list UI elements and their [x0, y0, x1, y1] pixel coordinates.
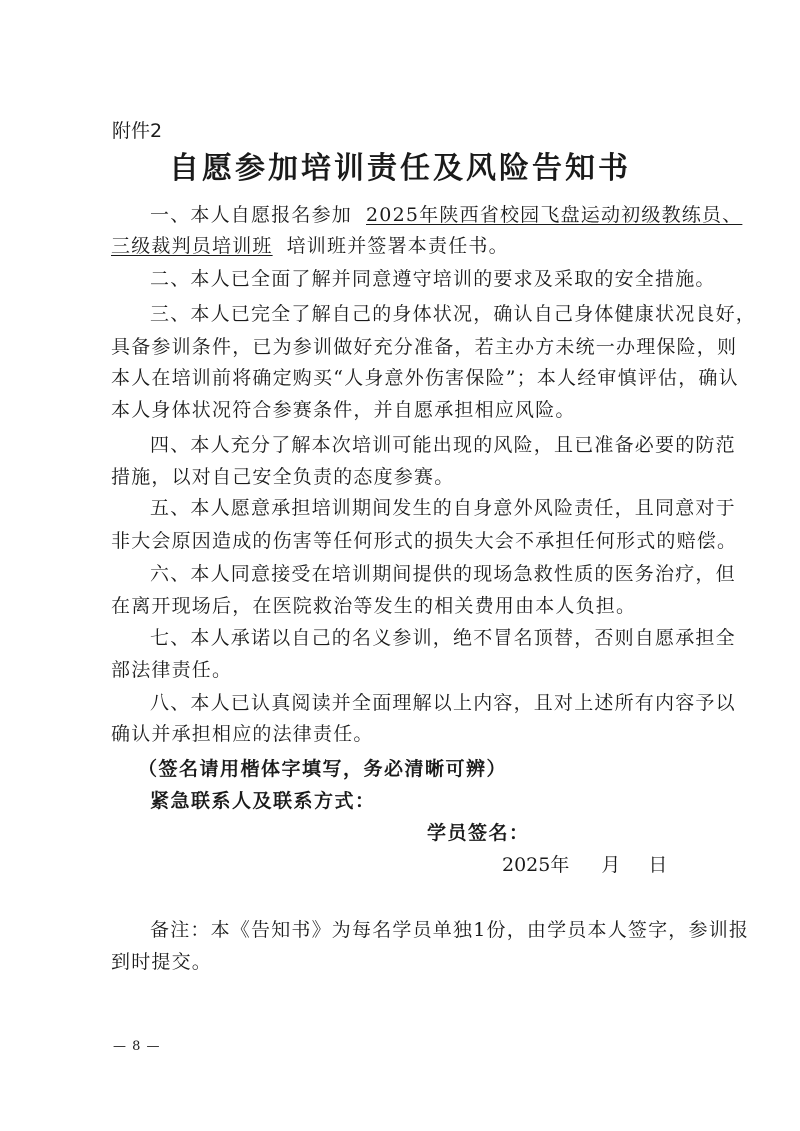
- note-line-1: 备注：本《告知书》为每名学员单独1份，由学员本人签字，参训报: [150, 919, 750, 941]
- clause-5-line-2: 非大会原因造成的伤害等任何形式的损失大会不承担任何形式的赔偿。: [111, 530, 738, 552]
- clause-3-line-3: 本人在培训前将确定购买“人身意外伤害保险”；本人经审慎评估，确认: [111, 367, 739, 389]
- clause-1-line-2: [111, 234, 509, 258]
- student-signature-label: 学员签名：: [427, 822, 530, 844]
- clause-3-line-4: 本人身体状况符合参赛条件，并自愿承担相应风险。: [111, 399, 576, 421]
- clause-7-line-2: 部法律责任。: [111, 659, 233, 681]
- clause-7-line-1: 七、本人承诺以自己的名义参训，绝不冒名顶替，否则自愿承担全: [150, 627, 736, 649]
- clause-1-line-1: [150, 203, 742, 227]
- date-line: [502, 850, 667, 877]
- document-title: 自愿参加培训责任及风险告知书: [169, 151, 631, 186]
- emergency-contact-label: 紧急联系人及联系方式：: [150, 790, 376, 812]
- clause-1-prefix: 一、本人自愿报名参加: [150, 204, 353, 226]
- page-number: — 8 —: [113, 1039, 161, 1054]
- attachment-label: 附件2: [112, 120, 163, 142]
- date-day: 日: [648, 854, 668, 876]
- clause-6-line-2: 在离开现场后，在医院救治等发生的相关费用由本人负担。: [111, 595, 637, 617]
- clause-2: 二、本人已全面了解并同意遵守培训的要求及采取的安全措施。: [150, 268, 716, 290]
- clause-4-line-1: 四、本人充分了解本次培训可能出现的风险，且已准备必要的防范: [150, 434, 736, 456]
- clause-5-line-1: 五、本人愿意承担培训期间发生的自身意外风险责任，且同意对于: [150, 497, 736, 519]
- clause-6-line-1: 六、本人同意接受在培训期间提供的现场急救性质的医务治疗，但: [150, 563, 736, 585]
- clause-3-line-1: 三、本人已完全了解自己的身体状况，确认自己身体健康状况良好，: [150, 303, 757, 325]
- clause-3-line-2: 具备参训条件，已为参训做好充分准备，若主办方未统一办理保险，则: [111, 336, 738, 358]
- clause-8-line-1: 八、本人已认真阅读并全面理解以上内容，且对上述所有内容予以: [150, 692, 736, 714]
- date-month: 月: [601, 854, 621, 876]
- date-year: 2025年: [502, 854, 570, 876]
- clause-8-line-2: 确认并承担相应的法律责任。: [111, 723, 374, 745]
- clause-1-suffix: 培训班并签署本责任书。: [286, 235, 509, 257]
- course-name-line-2: 三级裁判员培训班: [111, 235, 273, 257]
- course-name-line-1: 2025年陕西省校园飞盘运动初级教练员、: [366, 204, 743, 226]
- signature-instruction: （签名请用楷体字填写，务必清晰可辨）: [138, 758, 508, 780]
- clause-4-line-2: 措施，以对自己安全负责的态度参赛。: [111, 466, 455, 488]
- note-line-2: 到时提交。: [111, 951, 213, 973]
